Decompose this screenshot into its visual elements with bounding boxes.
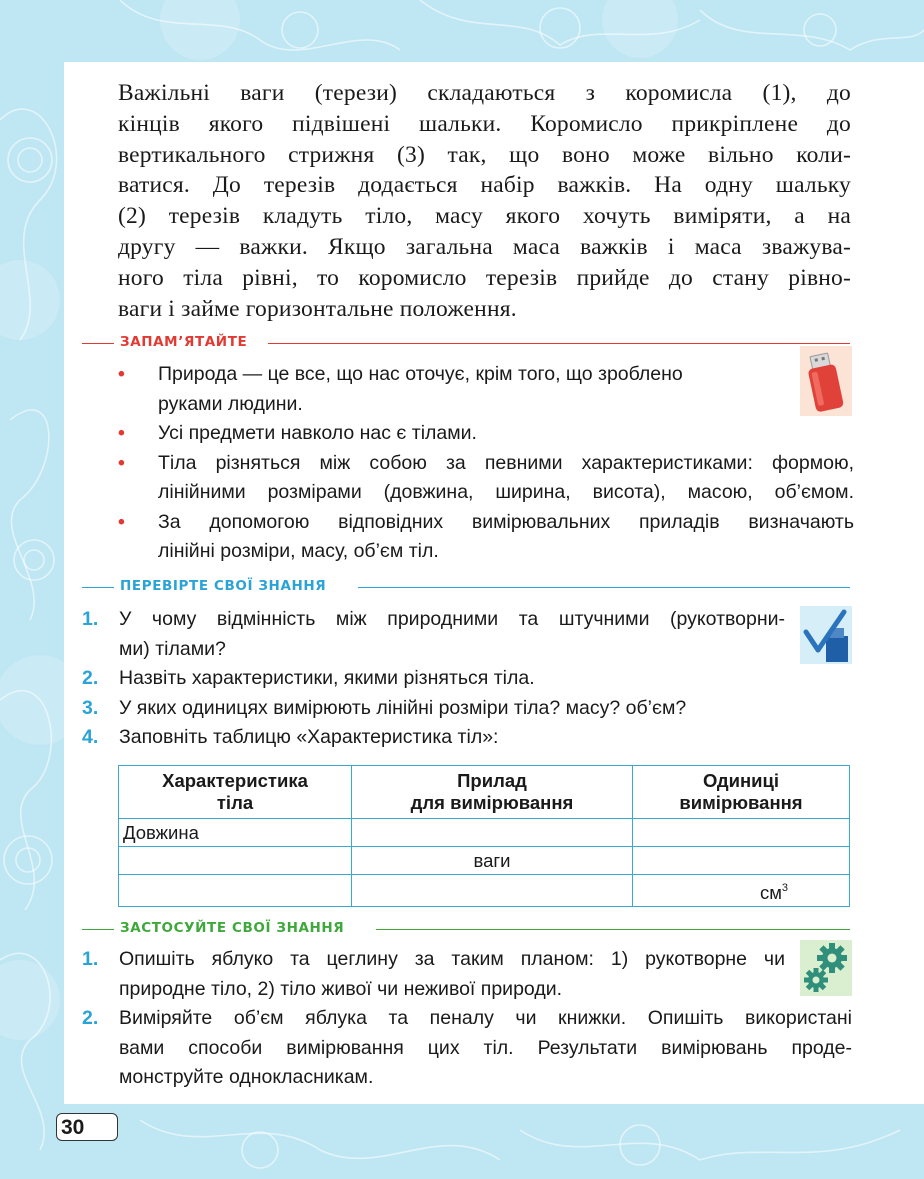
- table-header-cell: Характеристика тіла: [119, 766, 352, 819]
- table-row: [119, 875, 850, 907]
- characteristics-table: [118, 765, 850, 907]
- table-cell: [352, 875, 633, 907]
- task-item: 1. Опишіть яблуко та цеглину за таким планом: 1) рукотворне чи природне тіло, 2) тіло живої чи неживої природи.: [82, 948, 785, 1000]
- list-item: • Усі предмети навколо нас є тілами.: [118, 422, 477, 444]
- intro-line: кінців якого підвішені шальки. Коромисло прикріплене до: [118, 110, 851, 137]
- table-cell: [119, 875, 352, 907]
- remember-heading: ЗАПАМ’ЯТАЙТЕ: [82, 336, 850, 350]
- intro-line: ватися. До терезів додається набір важків. На одну шальку: [118, 172, 851, 199]
- apply-heading: ЗАСТОСУЙТЕ СВОЇ ЗНАННЯ: [82, 922, 850, 936]
- table-cell-unit: $см^3$: [633, 875, 850, 907]
- remember-list: [118, 360, 854, 567]
- task-item: 2. Виміряйте об’єм яблука та пеналу чи книжки. Опишіть використані вами способи вимірювання цих тіл. Результати вимірювань проде- монструйте однокласникам.: [82, 1007, 852, 1088]
- table-header-cell: Одиниці вимірювання: [633, 766, 850, 819]
- table-header-cell: Прилад для вимірювання: [352, 766, 633, 819]
- intro-line: вертикального стрижня (3) так, що воно може вільно коли-: [118, 141, 851, 168]
- intro-line: другу — важки. Якщо загальна маса важків і маса зважува-: [118, 233, 851, 260]
- intro-paragraph: [118, 78, 851, 324]
- list-item: • Природа — це все, що нас оточує, крім того, що зроблено руками людини.: [118, 363, 683, 415]
- question-item: 4. Заповніть таблицю «Характеристика тіл»:: [82, 726, 499, 748]
- intro-line: ного тіла рівні, то коромисло терезів прийде до стану рівно-: [118, 264, 851, 291]
- table-row: [119, 819, 850, 847]
- intro-line: (2) терезів кладуть тіло, масу якого хочуть виміряти, а на: [118, 203, 851, 230]
- table-header-row: [119, 766, 850, 819]
- question-item: 2. Назвіть характеристики, якими різняться тіла.: [82, 667, 535, 689]
- table-cell: [633, 847, 850, 875]
- question-item: 1. У чому відмінність між природними та штучними (рукотворни- ми) тілами?: [82, 608, 785, 660]
- table-cell: Довжина: [119, 819, 352, 847]
- list-item: • Тіла різняться між собою за певними характеристиками: формою, лінійними розмірами (довжина, ширина, висота), масою, об’ємом.: [118, 451, 854, 503]
- intro-line: ваги і займе горизонтальне положення.: [118, 295, 517, 322]
- table-cell: [352, 819, 633, 847]
- table-cell: [119, 847, 352, 875]
- list-item: • За допомогою відповідних вимірювальних приладів визначають лінійні розміри, масу, об’єм тіл.: [118, 510, 854, 562]
- check-questions: [82, 605, 852, 753]
- apply-tasks: [82, 945, 852, 1093]
- table-cell: ваги: [352, 847, 633, 875]
- page-number: 30: [56, 1113, 118, 1141]
- intro-line: Важільні ваги (терези) складаються з коромисла (1), до: [118, 80, 851, 106]
- table-cell: [633, 819, 850, 847]
- table-row: [119, 847, 850, 875]
- check-heading: ПЕРЕВІРТЕ СВОЇ ЗНАННЯ: [82, 580, 850, 594]
- question-item: 3. У яких одиницях вимірюють лінійні розміри тіла? масу? об’єм?: [82, 696, 687, 719]
